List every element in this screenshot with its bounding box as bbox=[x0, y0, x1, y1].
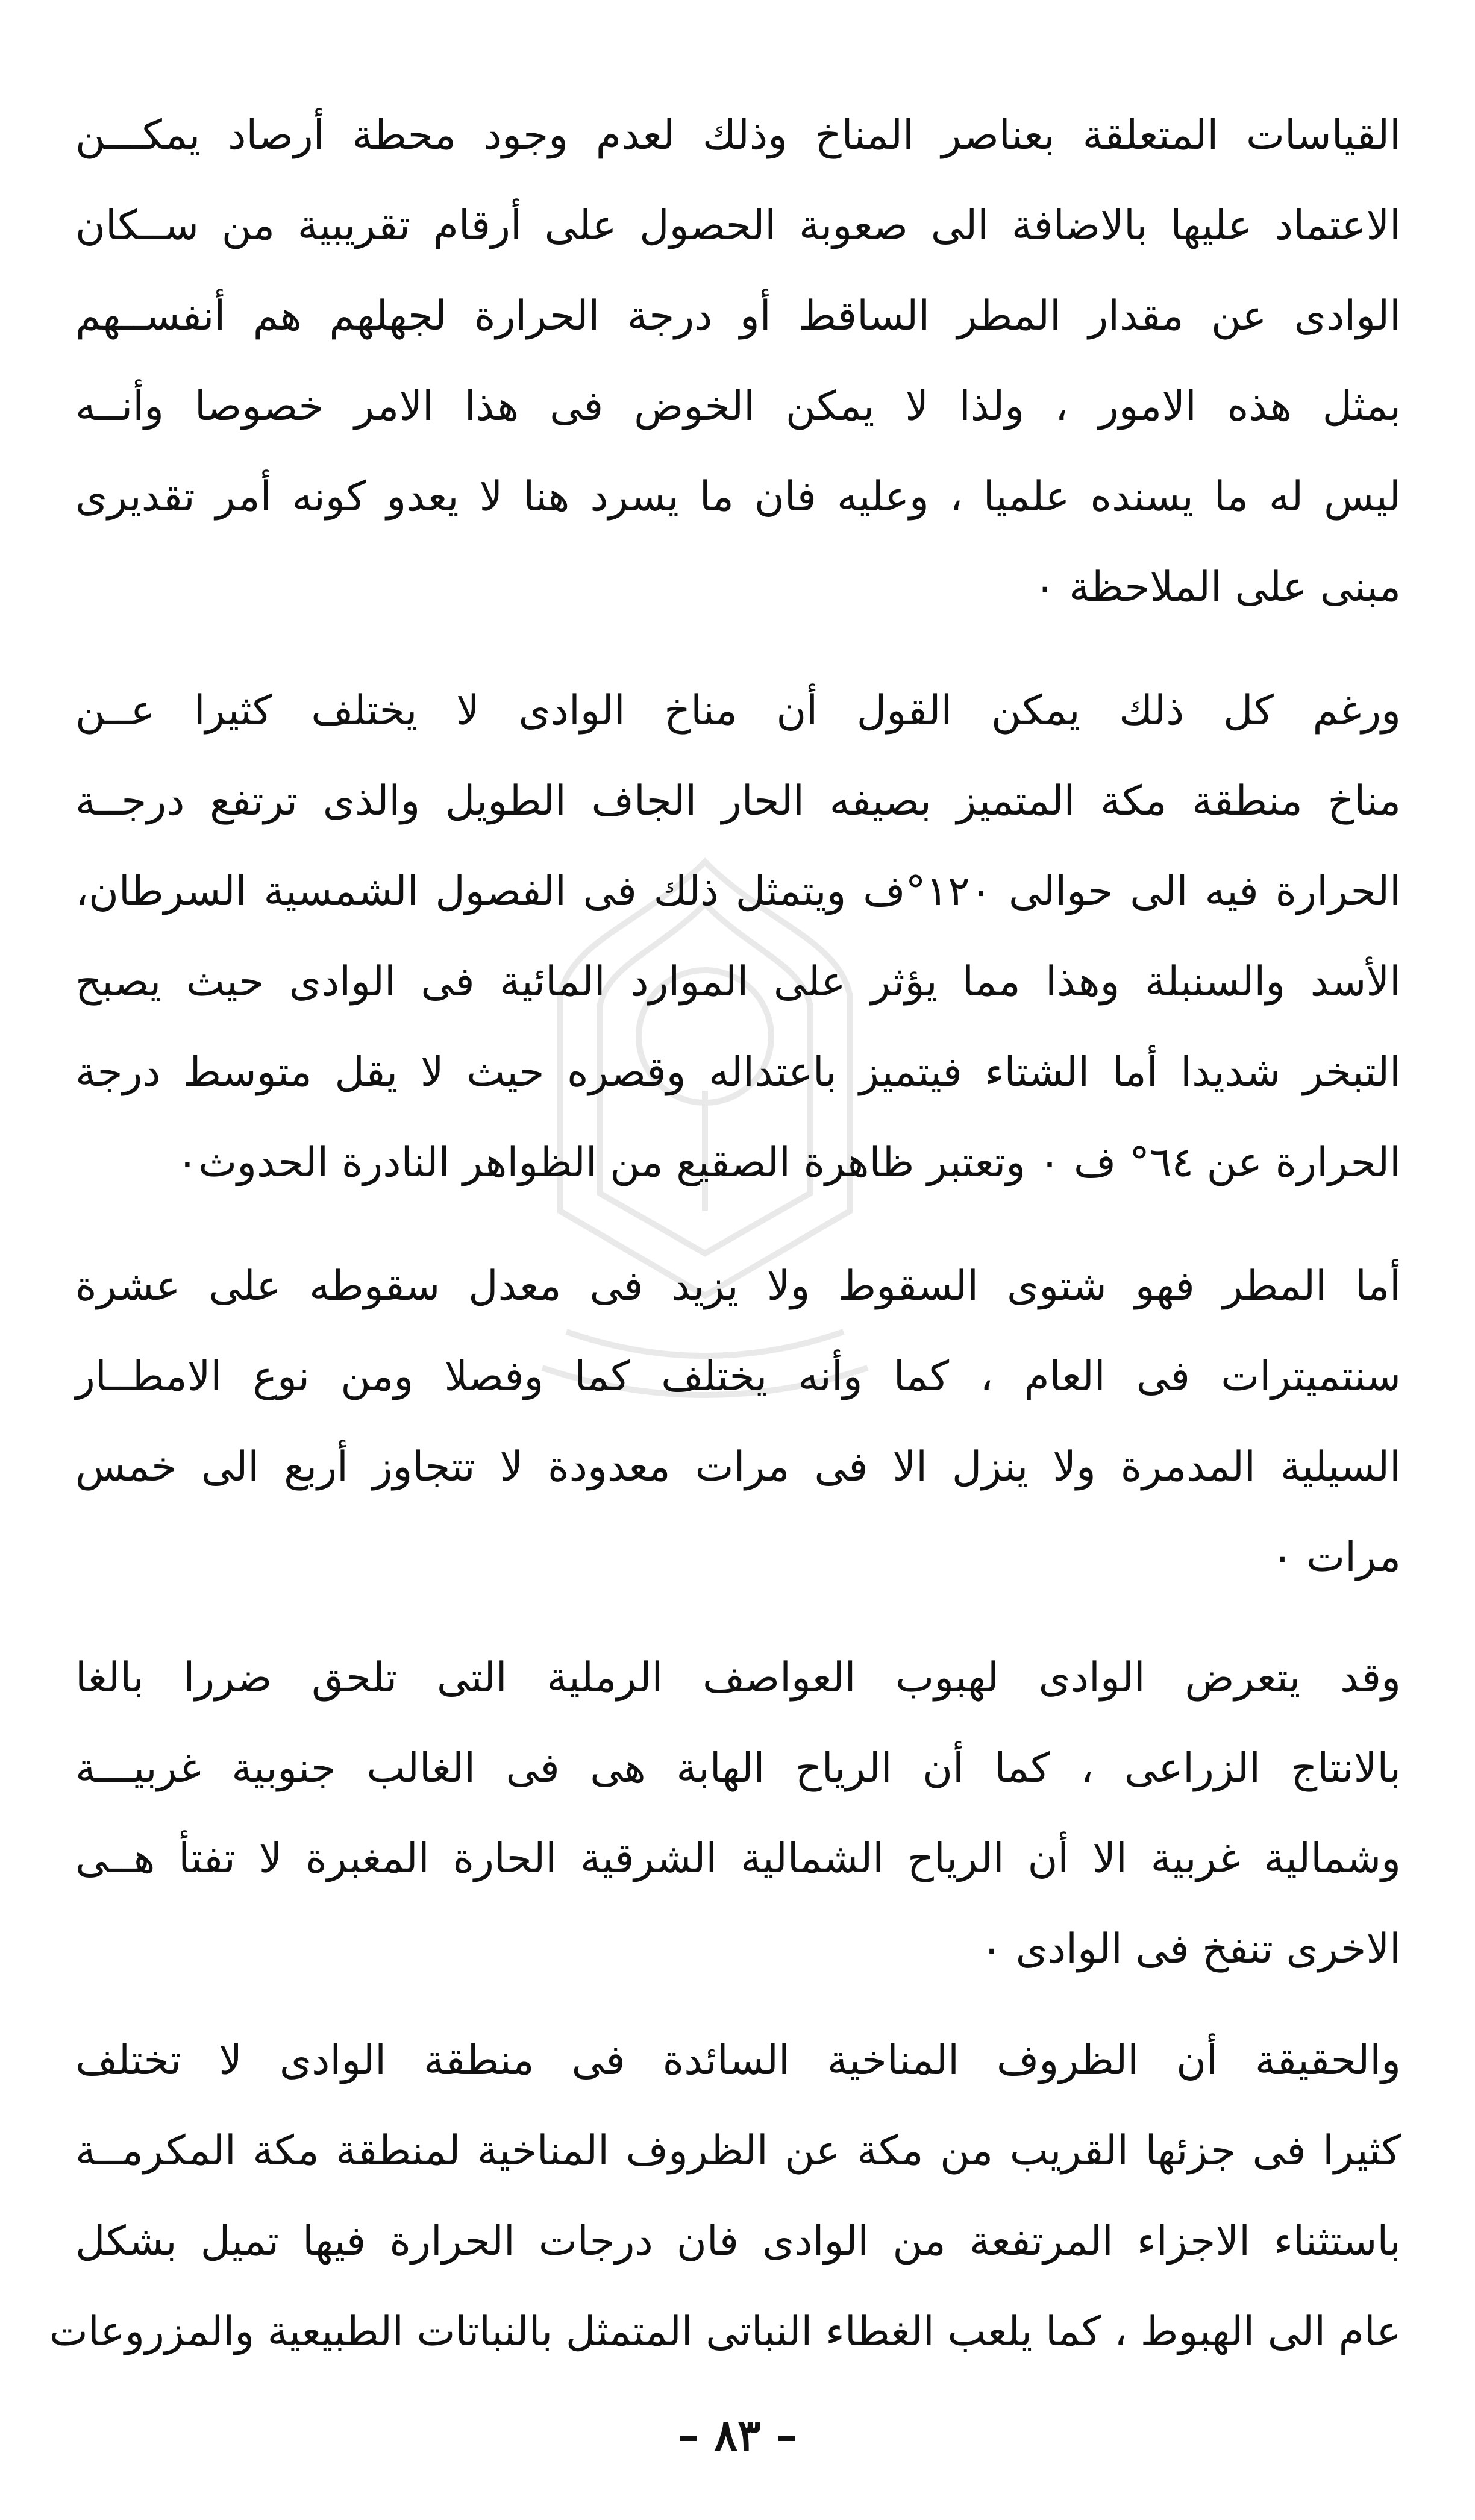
paragraph-3 bbox=[75, 1241, 1401, 1603]
paragraph-4 bbox=[75, 1633, 1401, 1995]
text-line: السيلية المدمرة ولا ينزل الا فى مرات معدودة لا تتجاوز أربع الى خمس bbox=[75, 1443, 1401, 1491]
text-line: مبنى على الملاحظة ٠ bbox=[1033, 563, 1401, 611]
page-number: – ٨٣ – bbox=[677, 2409, 798, 2460]
text-line: الحرارة عن ٦٤° ف ٠ وتعتبر ظاهرة الصقيع من الظواهر النادرة الحدوث٠ bbox=[176, 1139, 1401, 1186]
text-line: الحرارة فيه الى حوالى ١٢٠°ف ويتمثل ذلك فى الفصول الشمسية السرطان، bbox=[75, 868, 1401, 915]
text-line: كثيرا فى جزئها القريب من مكة عن الظروف المناخية لمنطقة مكة المكرمــة bbox=[75, 2127, 1401, 2175]
text-line: الاخرى تنفخ فى الوادى ٠ bbox=[980, 1925, 1401, 1973]
text-line: وشمالية غربية الا أن الرياح الشمالية الشرقية الحارة المغبرة لا تفتأ هــى bbox=[75, 1835, 1401, 1882]
text-line: الأسد والسنبلة وهذا مما يؤثر على الموارد المائية فى الوادى حيث يصبح bbox=[75, 958, 1401, 1006]
paragraph-5 bbox=[49, 2016, 1401, 2377]
text-line: والحقيقة أن الظروف المناخية السائدة فى منطقة الوادى لا تختلف bbox=[75, 2037, 1401, 2084]
text-line: الاعتماد عليها بالاضافة الى صعوبة الحصول على أرقام تقريبية من ســكان bbox=[75, 202, 1401, 249]
text-line: عام الى الهبوط ، كما يلعب الغطاء النباتى المتمثل بالنباتات الطبيعية والمزروعات bbox=[49, 2308, 1401, 2355]
paragraph-2 bbox=[75, 666, 1401, 1208]
text-line: بمثل هذه الامور ، ولذا لا يمكن الخوض فى هذا الامر خصوصا وأنــه bbox=[75, 383, 1401, 430]
text-line: ليس له ما يسنده علميا ، وعليه فان ما يسرد هنا لا يعدو كونه أمر تقديرى bbox=[75, 473, 1401, 521]
text-line: ورغم كل ذلك يمكن القول أن مناخ الوادى لا يختلف كثيرا عــن bbox=[75, 687, 1401, 735]
paragraph-1 bbox=[75, 90, 1401, 633]
text-line: بالانتاج الزراعى ، كما أن الرياح الهابة هى فى الغالب جنوبية غربيـــة bbox=[75, 1744, 1401, 1792]
text-line: وقد يتعرض الوادى لهبوب العواصف الرملية التى تلحق ضررا بالغا bbox=[75, 1654, 1401, 1702]
text-line: مرات ٠ bbox=[1271, 1534, 1401, 1581]
text-line: مناخ منطقة مكة المتميز بصيفه الحار الجاف الطويل والذى ترتفع درجــة bbox=[75, 777, 1401, 825]
text-line: أما المطر فهو شتوى السقوط ولا يزيد فى معدل سقوطه على عشرة bbox=[75, 1262, 1401, 1310]
text-line: باستثناء الاجزاء المرتفعة من الوادى فان درجات الحرارة فيها تميل بشكل bbox=[75, 2218, 1401, 2265]
text-line: الوادى عن مقدار المطر الساقط أو درجة الحرارة لجهلهم هم أنفســهم bbox=[75, 292, 1401, 340]
text-line: سنتميترات فى العام ، كما وأنه يختلف كما وفصلا ومن نوع الامطــار bbox=[75, 1353, 1401, 1400]
text-line: القياسات المتعلقة بعناصر المناخ وذلك لعدم وجود محطة أرصاد يمكـــن bbox=[75, 111, 1401, 159]
text-line: التبخر شديدا أما الشتاء فيتميز باعتداله وقصره حيث لا يقل متوسط درجة bbox=[75, 1048, 1401, 1096]
